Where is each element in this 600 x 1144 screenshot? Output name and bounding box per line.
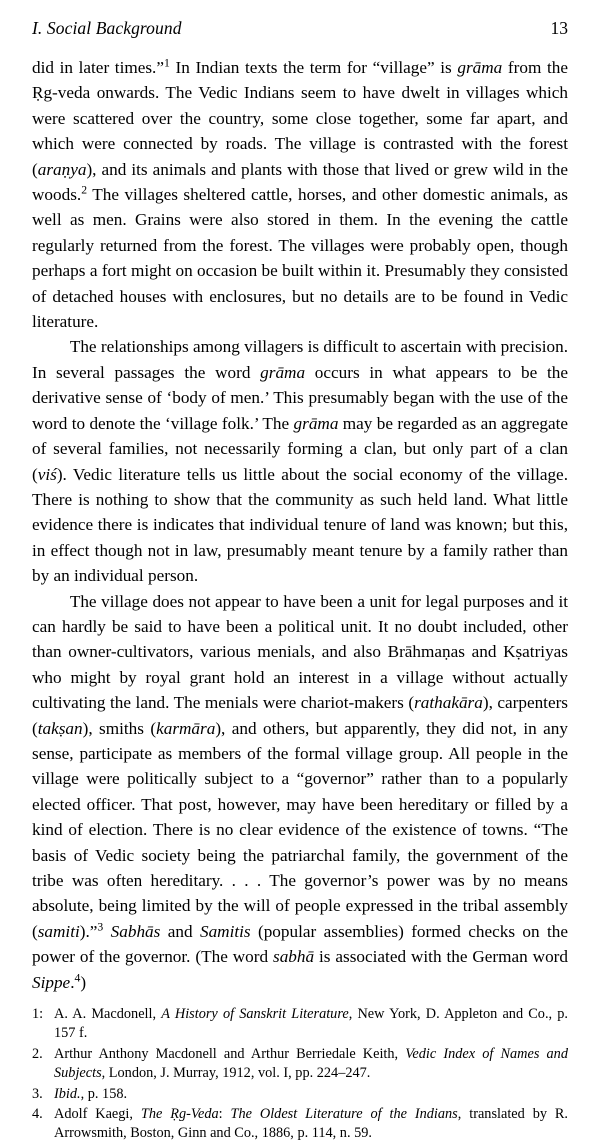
footnote-text: Arthur Anthony Macdonell and Arthur Berriedale Keith, Vedic Index of Names and Subjects, London, J. Murray, 1912, vol. I, pp. 224–247.	[54, 1045, 568, 1082]
page-number: 13	[550, 18, 568, 38]
paragraph: The village does not appear to have been a unit for legal purposes and it can hardly be said to have been a political unit. It no doubt included, other than owner-cultivators, various menials, and also Brāhmaṇas and Kṣatriyas who might by royal grant hold an interest in a village without actually cultivating the land. The menials were chariot-makers (rathakāra), carpenters (takṣan), smiths (karmāra), and others, but apparently, they did not, in any sense, participate as members of the formal village group. All people in the village were politically subject to a “governor” rather than to a popularly elected officer. That post, however, may have been hereditary or filled by a kind of election. There is no clear evidence of the existence of towns. “The basis of Vedic society being the patriarchal family, the government of the tribe was often hereditary. . . . The governor’s power was by no means absolute, being limited by the will of people expressed in the tribal assembly (samiti).”$^3$ Sabhās and Samitis (popular assemblies) formed checks on the power of the governor. (The word sabhā is associated with the German word Sippe.$^4$)	[32, 591, 568, 992]
footnote-text: Adolf Kaegi, The Ṛg-Veda: The Oldest Literature of the Indians, translated by R. Arrowsmith, Boston, Ginn and Co., 1886, p. 114, n. 59.	[54, 1106, 569, 1142]
footnote-number: 1:	[32, 1006, 44, 1023]
footnote-number: 4.	[32, 1106, 43, 1123]
paragraph: did in later times.”$^1$ In Indian texts the term for “village” is grāma from the Ṛg-veda onwards. The Vedic Indians seem to have dwelt in villages which were scattered over the country, some close together, some far apart, and which were connected by roads. The village is contrasted with the forest (araṇya), and its animals and plants with those that lived or grew wild in the woods.$^2$ The villages sheltered cattle, horses, and other domestic animals, as well as men. Grains were also stored in them. In the evening the cattle regularly returned from the forest. The villages were probably open, though perhaps a fort might on occasion be built within it. Presumably they consisted of detached houses with enclosures, but no details are to be found in Vedic literature.	[32, 56, 568, 332]
running-head: I. Social Background	[32, 18, 182, 38]
footnote-text: Ibid., p. 158.	[54, 1085, 128, 1102]
body-text	[32, 55, 568, 995]
paragraph: The relationships among villagers is difficult to ascertain with precision. In several passages the word grāma occurs in what appears to be the derivative sense of ‘body of men.’ This presumably began with the use of the word to denote the ‘village folk.’ The grāma may be regarded as an aggregate of several families, not necessarily forming a clan, but only part of a clan (viś). Vedic literature tells us little about the social economy of the village. There is nothing to show that the community as such held land. What little evidence there is indicates that individual tenure of land was known; but this, in effect though not in law, presumably meant tenure by a family rather than by an individual person.	[32, 337, 568, 586]
footnotes	[32, 1005, 568, 1144]
footnote	[32, 1005, 568, 1044]
footnote-number: 3.	[32, 1085, 43, 1102]
footnote	[32, 1105, 568, 1144]
footnote	[32, 1045, 568, 1084]
footnote	[32, 1085, 568, 1104]
footnote-text: A. A. Macdonell, A History of Sanskrit Literature, New York, D. Appleton and Co., p. 157 f.	[54, 1006, 568, 1042]
footnote-number: 2.	[32, 1045, 43, 1062]
page-header	[32, 18, 568, 39]
